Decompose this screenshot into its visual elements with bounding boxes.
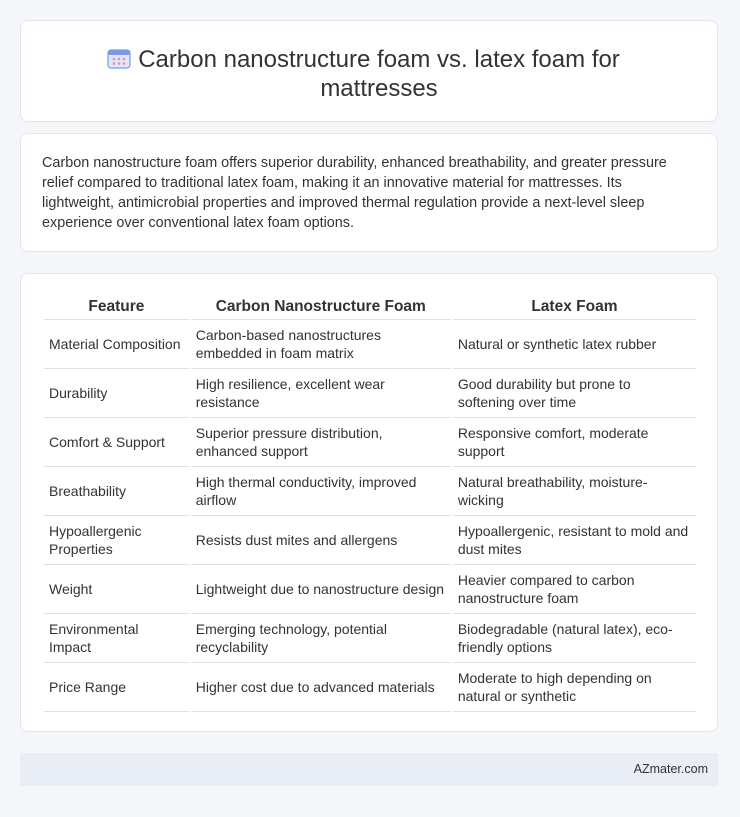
table-row [44,663,696,712]
table-row [44,614,696,663]
column-header-carbon: Carbon Nanostructure Foam [191,294,451,320]
carbon-cell: Carbon-based nanostructures embedded in foam matrix [191,320,451,369]
table-row [44,467,696,516]
table-row [44,565,696,614]
carbon-cell: Resists dust mites and allergens [191,516,451,565]
carbon-cell: Superior pressure distribution, enhanced support [191,418,451,467]
latex-cell: Natural or synthetic latex rubber [453,320,696,369]
latex-cell: Heavier compared to carbon nanostructure foam [453,565,696,614]
feature-cell: Material Composition [44,320,189,369]
carbon-cell: Emerging technology, potential recyclability [191,614,451,663]
carbon-cell: High thermal conductivity, improved airflow [191,467,451,516]
carbon-cell: Lightweight due to nanostructure design [191,565,451,614]
latex-cell: Responsive comfort, moderate support [453,418,696,467]
summary-text: Carbon nanostructure foam offers superior durability, enhanced breathability, and greater pressure relief compared to traditional latex foam, making it an innovative material for mattresses. Its lightweight, antimicrobial properties and improved thermal regulation provide a next-level sleep experience over conventional latex foam options. [42,155,667,231]
carbon-cell: Higher cost due to advanced materials [191,663,451,712]
title-card [20,20,718,122]
table-row [44,418,696,467]
feature-cell: Price Range [44,663,189,712]
latex-cell: Biodegradable (natural latex), eco-friendly options [453,614,696,663]
carbon-cell: High resilience, excellent wear resistance [191,369,451,418]
feature-cell: Breathability [44,467,189,516]
latex-cell: Good durability but prone to softening over time [453,369,696,418]
footer [20,753,718,786]
comparison-table [42,294,698,712]
feature-cell: Environmental Impact [44,614,189,663]
comparison-table-card [20,273,718,732]
feature-cell: Durability [44,369,189,418]
feature-cell: Comfort & Support [44,418,189,467]
feature-cell: Weight [44,565,189,614]
footer-site-link[interactable]: AZmater.com [633,762,708,776]
feature-cell: Hypoallergenic Properties [44,516,189,565]
table-row [44,320,696,369]
latex-cell: Natural breathability, moisture-wicking [453,467,696,516]
table-row [44,516,696,565]
latex-cell: Moderate to high depending on natural or synthetic [453,663,696,712]
table-header-row [44,294,696,320]
page-title: Carbon nanostructure foam vs. latex foam for mattresses [138,46,620,102]
summary-card [20,133,718,252]
table-row [44,369,696,418]
column-header-feature: Feature [44,294,189,320]
latex-cell: Hypoallergenic, resistant to mold and dust mites [453,516,696,565]
column-header-latex: Latex Foam [453,294,696,320]
